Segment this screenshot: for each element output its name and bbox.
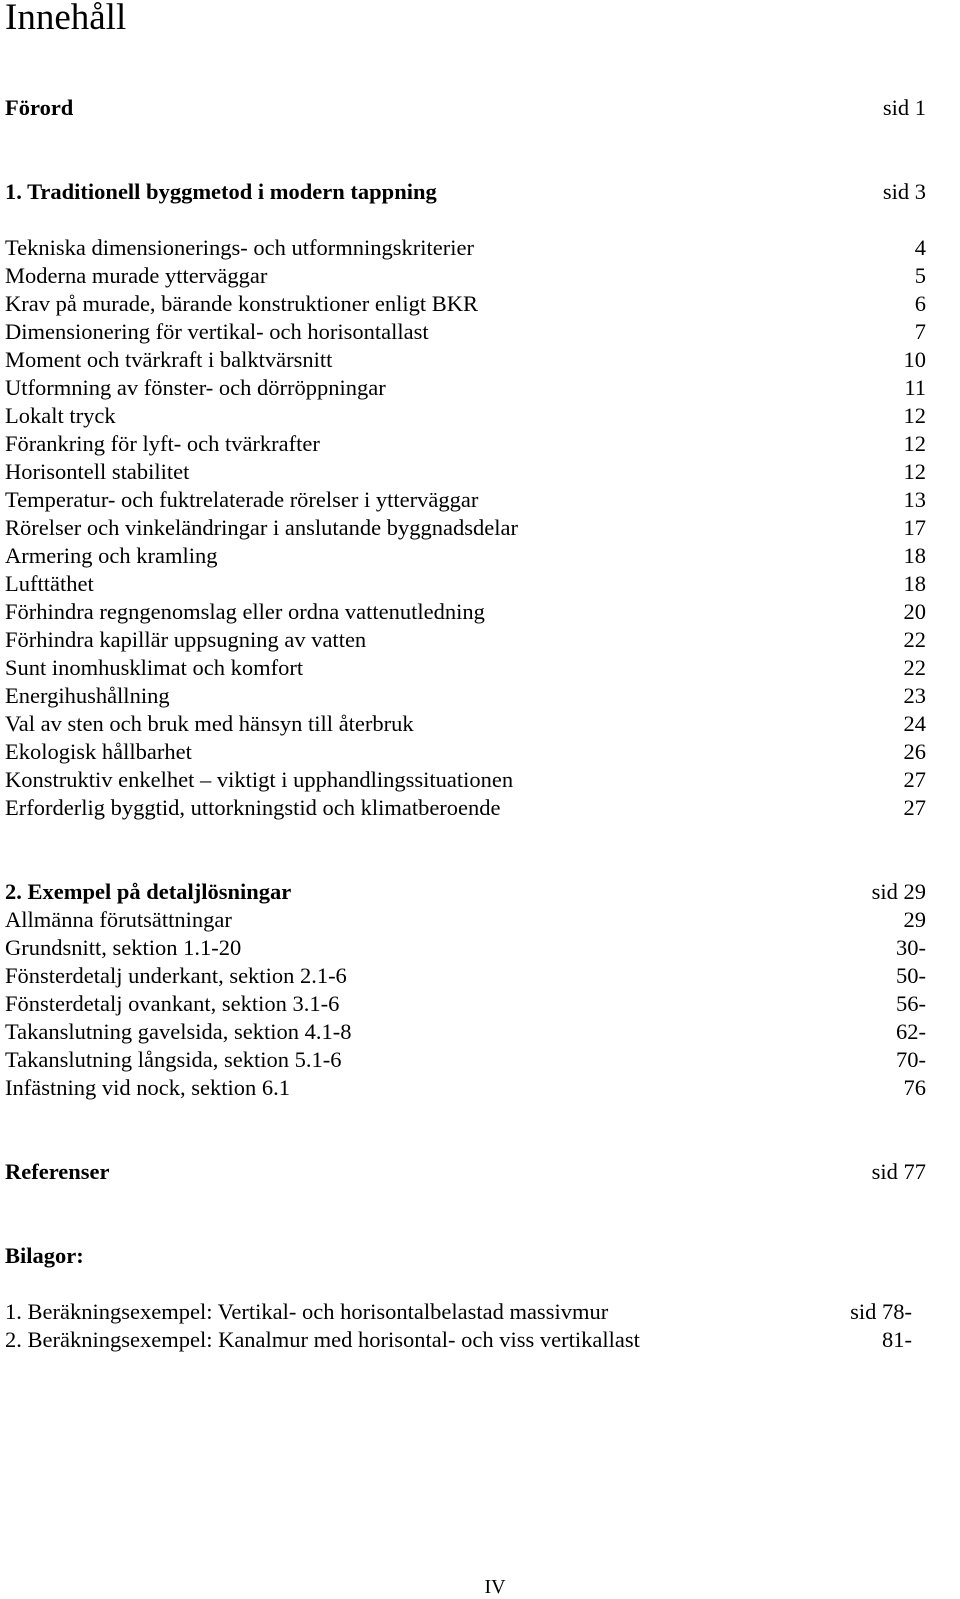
toc-entry-label: Tekniska dimensionerings- och utformningskriterier: [5, 235, 474, 260]
toc-chapter-label: 2. Exempel på detaljlösningar: [5, 879, 292, 904]
toc-entry-page: 62-: [896, 1019, 926, 1044]
toc-entry-page: 7: [914, 319, 926, 344]
toc-entry: [5, 766, 926, 794]
toc-entry: [5, 710, 926, 738]
toc-entry: [5, 1074, 926, 1102]
toc-entry: [5, 430, 926, 458]
toc-entry-page: 4: [914, 235, 926, 260]
toc-entry-page: 70-: [896, 1047, 926, 1072]
page-title: Innehåll: [5, 0, 127, 38]
toc-entry-page: 76: [903, 1075, 926, 1100]
toc-entry-label: Val av sten och bruk med hänsyn till återbruk: [5, 711, 414, 736]
toc-entry-label: Allmänna förutsättningar: [5, 907, 232, 932]
toc-entry-page: 26: [903, 739, 926, 764]
toc-entry-label: Dimensionering för vertikal- och horisontallast: [5, 319, 429, 344]
toc-entry-page: 22: [903, 627, 926, 652]
toc-entry-page: 50-: [896, 963, 926, 988]
toc-entry-label: Moment och tvärkraft i balktvärsnitt: [5, 347, 333, 372]
toc-entry-page: 12: [903, 403, 926, 428]
toc-entry-page: 81-: [882, 1327, 912, 1352]
toc-entry-references: [5, 1158, 926, 1186]
toc-entry-page: 6: [914, 291, 926, 316]
toc-entry-label: Utformning av fönster- och dörröppningar: [5, 375, 386, 400]
toc-entry: [5, 458, 926, 486]
toc-entry: [5, 682, 926, 710]
toc-chapter-page: sid 3: [882, 179, 926, 204]
toc-entry: [5, 570, 926, 598]
toc-entry: [5, 1298, 926, 1326]
toc-entry-page: sid 1: [882, 95, 926, 120]
toc-entry-label: Infästning vid nock, sektion 6.1: [5, 1075, 290, 1100]
toc-entry: [5, 346, 926, 374]
toc-entry: [5, 626, 926, 654]
toc-entry: [5, 262, 926, 290]
toc-entry-page: sid 78-: [850, 1299, 912, 1324]
toc-entry-label: Ekologisk hållbarhet: [5, 739, 192, 764]
toc-entry: [5, 962, 926, 990]
toc-entry-page: sid 77: [871, 1159, 926, 1184]
toc-entry-page: 23: [903, 683, 926, 708]
toc-entry: [5, 542, 926, 570]
toc-entry: [5, 318, 926, 346]
toc-entry: [5, 598, 926, 626]
toc-entry-page: 29: [903, 907, 926, 932]
toc-entry-label: Fönsterdetalj ovankant, sektion 3.1-6: [5, 991, 340, 1016]
toc-entry-page: 11: [904, 375, 926, 400]
toc-entry-label: Förhindra regngenomslag eller ordna vattenutledning: [5, 599, 485, 624]
toc-entry: [5, 990, 926, 1018]
toc-entry-label: Förord: [5, 95, 74, 120]
toc-entry-label: Moderna murade ytterväggar: [5, 263, 268, 288]
toc-entry-label: Takanslutning gavelsida, sektion 4.1-8: [5, 1019, 352, 1044]
toc-entry: [5, 1326, 926, 1354]
toc-entry-label: Horisontell stabilitet: [5, 459, 190, 484]
toc-entry-label: Grundsnitt, sektion 1.1-20: [5, 935, 242, 960]
toc-entry-page: 30-: [896, 935, 926, 960]
toc-entry-page: 27: [903, 767, 926, 792]
toc-entry: [5, 934, 926, 962]
toc-entry-label: Sunt inomhusklimat och komfort: [5, 655, 304, 680]
toc-entry-label: Rörelser och vinkeländringar i anslutande byggnadsdelar: [5, 515, 518, 540]
toc-entry: [5, 402, 926, 430]
toc-entry: [5, 794, 926, 822]
toc-entry-label: Krav på murade, bärande konstruktioner enligt BKR: [5, 291, 478, 316]
toc-entry: [5, 906, 926, 934]
toc-entry-page: 12: [903, 459, 926, 484]
toc-entry-page: 27: [903, 795, 926, 820]
toc-entry: [5, 1046, 926, 1074]
toc-entry-label: Armering och kramling: [5, 543, 218, 568]
toc-appendices-heading: [5, 1242, 926, 1270]
toc-entry-page: 13: [903, 487, 926, 512]
toc-entry-page: 18: [903, 571, 926, 596]
toc-entry-page: 10: [903, 347, 926, 372]
toc-entry-label: Energihushållning: [5, 683, 170, 708]
toc-entry: [5, 738, 926, 766]
toc-entry-foreword: [5, 94, 926, 122]
toc-entry-page: 22: [903, 655, 926, 680]
toc-entry-page: 18: [903, 543, 926, 568]
page-number: IV: [484, 1576, 506, 1598]
toc-entry-label: Referenser: [5, 1159, 110, 1184]
toc-chapter-1-heading: [5, 178, 926, 206]
toc-entry-page: 5: [914, 263, 926, 288]
toc-entry-page: 12: [903, 431, 926, 456]
toc-chapter-label: 1. Traditionell byggmetod i modern tappning: [5, 179, 437, 204]
toc-entry: [5, 374, 926, 402]
toc-entry-page: 17: [903, 515, 926, 540]
toc-entry: [5, 1018, 926, 1046]
toc-entry-label: Takanslutning långsida, sektion 5.1-6: [5, 1047, 342, 1072]
toc-entry-page: 56-: [896, 991, 926, 1016]
toc-entry: [5, 486, 926, 514]
toc-entry: [5, 654, 926, 682]
toc-entry-label: Förankring för lyft- och tvärkrafter: [5, 431, 320, 456]
toc-appendices-label: Bilagor:: [5, 1243, 84, 1268]
toc-entry-page: 20: [903, 599, 926, 624]
toc-entry: [5, 234, 926, 262]
toc-chapter-2-heading: [5, 878, 926, 906]
toc-entry-label: Erforderlig byggtid, uttorkningstid och klimatberoende: [5, 795, 501, 820]
toc-entry-label: Temperatur- och fuktrelaterade rörelser i ytterväggar: [5, 487, 479, 512]
toc-entry-label: Konstruktiv enkelhet – viktigt i upphandlingssituationen: [5, 767, 514, 792]
toc-entry-label: 1. Beräkningsexempel: Vertikal- och horisontalbelastad massivmur: [5, 1299, 609, 1324]
toc-entry-label: Fönsterdetalj underkant, sektion 2.1-6: [5, 963, 347, 988]
toc-chapter-page: sid 29: [871, 879, 926, 904]
toc-entry-label: 2. Beräkningsexempel: Kanalmur med horisontal- och viss vertikallast: [5, 1327, 640, 1352]
toc-entry-label: Lufttäthet: [5, 571, 94, 596]
toc-entry-label: Förhindra kapillär uppsugning av vatten: [5, 627, 367, 652]
toc-entry-label: Lokalt tryck: [5, 403, 116, 428]
toc-entry-page: 24: [903, 711, 926, 736]
toc-entry: [5, 290, 926, 318]
toc-entry: [5, 514, 926, 542]
